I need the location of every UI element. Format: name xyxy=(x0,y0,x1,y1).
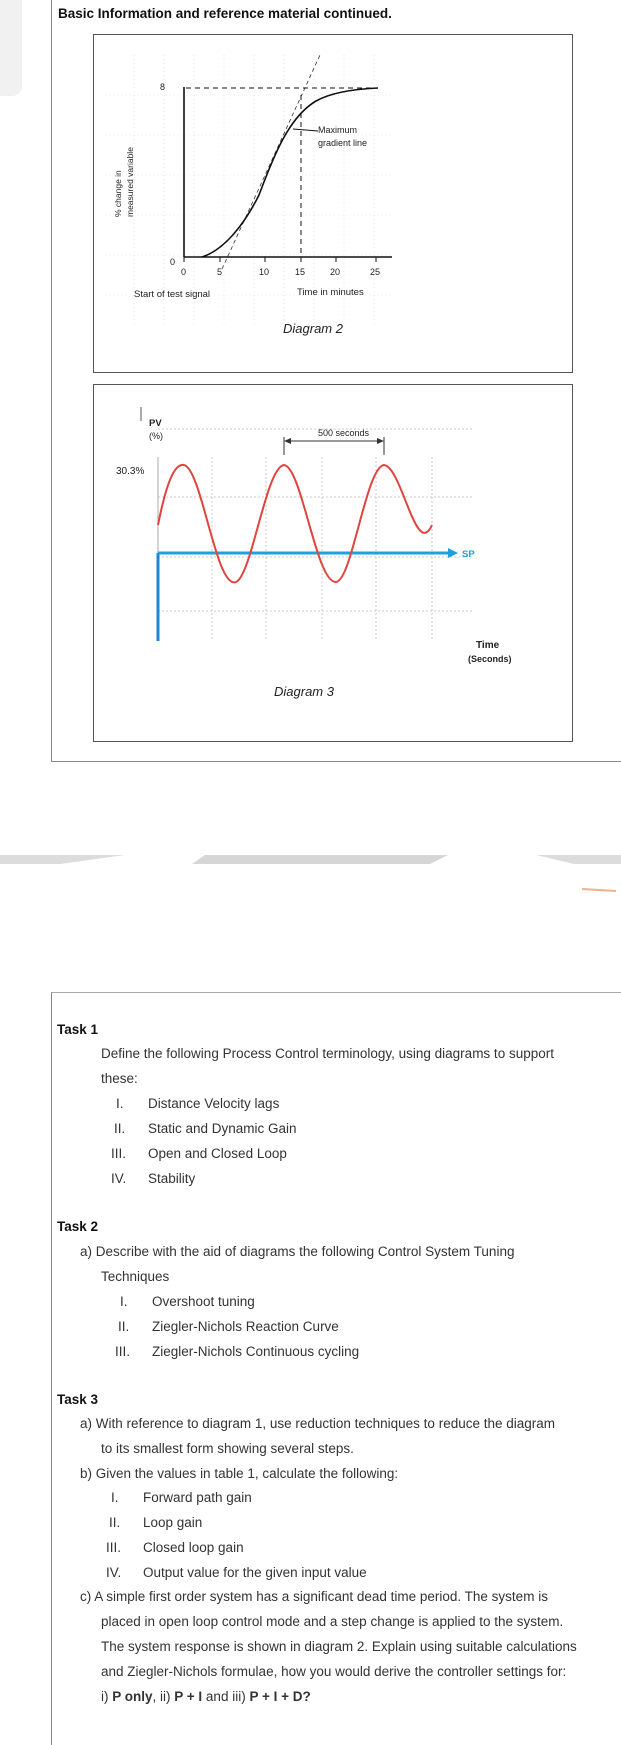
task-3-c-part-ii: , ii) xyxy=(152,1689,175,1704)
diagram-2-x-tick-25: 25 xyxy=(370,267,381,277)
document-page-bottom xyxy=(51,992,621,1745)
task-3-c-pi: P + I xyxy=(174,1689,203,1704)
diagram-2-y-label-line-1: % change in xyxy=(113,170,123,217)
diagram-3-peak-value: 30.3% xyxy=(116,466,145,477)
task-3-c-p-only: P only xyxy=(112,1689,153,1704)
task-2-title: Task 2 xyxy=(57,1219,99,1234)
task-1-item-2-num: II. xyxy=(114,1121,126,1136)
task-3-item-2-num: II. xyxy=(109,1515,121,1530)
diagram-2-caption: Diagram 2 xyxy=(283,321,343,336)
task-1-item-3-text: Open and Closed Loop xyxy=(148,1146,287,1161)
task-2-item-2-num: II. xyxy=(118,1319,130,1334)
diagram-3-period-arrow-left xyxy=(284,438,291,444)
diagram-2-y-tick-8: 8 xyxy=(160,82,166,92)
task-3-item-1-num: I. xyxy=(111,1490,119,1505)
task-3-item-3-text: Closed loop gain xyxy=(143,1540,244,1555)
diagram-2-x-tick-15: 15 xyxy=(295,267,306,277)
task-2-item-2-text: Ziegler-Nichols Reaction Curve xyxy=(152,1319,339,1334)
gap-shadow-center xyxy=(192,855,448,864)
diagram-2-x-tick-0: 0 xyxy=(181,267,187,277)
diagram-3-grid xyxy=(158,429,474,641)
page-gap xyxy=(0,762,621,992)
diagram-2-background-grid xyxy=(106,55,394,325)
task-2-item-1-text: Overshoot tuning xyxy=(152,1294,255,1309)
task-1-intro-line-2: these: xyxy=(101,1071,138,1086)
task-3-item-1-text: Forward path gain xyxy=(143,1490,252,1505)
task-3-b-line: b) Given the values in table 1, calculate the following: xyxy=(80,1466,399,1481)
left-tab-marker xyxy=(0,0,22,96)
task-3-c-line-1: c) A simple first order system has a significant dead time period. The system is xyxy=(80,1589,548,1604)
task-1-intro-line-1: Define the following Process Control terminology, using diagrams to support xyxy=(101,1046,554,1061)
task-3-c-line-5 xyxy=(101,1689,311,1704)
diagram-3-graphic xyxy=(94,385,572,741)
diagram-3-pv-unit: (%) xyxy=(149,431,163,441)
task-1-item-1-num: I. xyxy=(116,1096,124,1111)
task-1-item-4-num: IV. xyxy=(111,1171,127,1186)
diagram-2-graphic xyxy=(94,35,572,372)
task-2-a-line-1: a) Describe with the aid of diagrams the following Control System Tuning xyxy=(80,1244,515,1259)
diagram-2-response-curve xyxy=(202,88,378,257)
task-2-item-3-num: III. xyxy=(115,1344,131,1359)
gap-shadow-left xyxy=(0,855,125,864)
diagram-2-x-tick-20: 20 xyxy=(330,267,341,277)
diagram-2-max-gradient-line xyxy=(222,55,320,269)
diagram-3-caption: Diagram 3 xyxy=(274,684,334,699)
task-3-c-line-3: The system response is shown in diagram 2. Explain using suitable calculations xyxy=(101,1639,577,1654)
gap-shadow-right xyxy=(536,855,621,864)
diagram-3-sp-label: SP xyxy=(462,549,475,560)
task-3-c-part-i: i) xyxy=(101,1689,113,1704)
task-3-a-line-2: to its smallest form showing several steps. xyxy=(101,1441,354,1456)
diagram-2-annotation-line-2: gradient line xyxy=(318,138,368,148)
diagram-2-y-tick-0: 0 xyxy=(170,257,176,267)
task-1-item-4-text: Stability xyxy=(148,1171,196,1186)
task-3-item-2-text: Loop gain xyxy=(143,1515,203,1530)
diagram-3-time-label: Time xyxy=(476,640,500,651)
task-3-item-4-num: IV. xyxy=(106,1565,122,1580)
page-heading: Basic Information and reference material continued. xyxy=(58,6,392,21)
task-3-c-line-4: and Ziegler-Nichols formulae, how you would derive the controller settings for: xyxy=(101,1664,567,1679)
diagram-2-start-label: Start of test signal xyxy=(134,289,211,300)
task-3-c-line-2: placed in open loop control mode and a step change is applied to the system. xyxy=(101,1614,564,1629)
task-2-a-line-2: Techniques xyxy=(101,1269,170,1284)
diagram-3 xyxy=(93,384,573,742)
diagram-2-x-tick-5: 5 xyxy=(217,267,223,277)
diagram-3-pv-label: PV xyxy=(149,418,162,429)
diagram-2-y-label-line-2: measured variable xyxy=(125,147,135,217)
task-1-item-1-text: Distance Velocity lags xyxy=(148,1096,280,1111)
gap-mark-orange xyxy=(582,889,616,891)
task-3-item-4-text: Output value for the given input value xyxy=(143,1565,367,1580)
task-2-item-1-num: I. xyxy=(120,1294,128,1309)
task-3-item-3-num: III. xyxy=(106,1540,122,1555)
diagram-3-pv-wave xyxy=(158,465,432,583)
task-1-item-2-text: Static and Dynamic Gain xyxy=(148,1121,297,1136)
diagram-2-annotation-line-1: Maximum xyxy=(318,125,358,135)
diagram-3-period-label: 500 seconds xyxy=(318,428,370,438)
task-2-item-3-text: Ziegler-Nichols Continuous cycling xyxy=(152,1344,360,1359)
task-3-a-line-1: a) With reference to diagram 1, use reduction techniques to reduce the diagram xyxy=(80,1416,556,1431)
task-3-c-pid: P + I + D? xyxy=(249,1689,311,1704)
task-1-title: Task 1 xyxy=(57,1022,99,1037)
diagram-2-x-tick-10: 10 xyxy=(259,267,270,277)
diagram-3-setpoint-arrow xyxy=(448,548,458,558)
diagram-2-annotation-pointer xyxy=(293,129,318,131)
diagram-2-x-label: Time in minutes xyxy=(297,287,364,298)
diagram-3-period-arrow-right xyxy=(377,438,384,444)
page-gap-shadows xyxy=(0,762,621,992)
diagram-2 xyxy=(93,34,573,373)
task-3-c-part-iii: and iii) xyxy=(202,1689,250,1704)
diagram-3-time-unit: (Seconds) xyxy=(468,654,512,664)
task-3-title: Task 3 xyxy=(57,1392,99,1407)
task-1-item-3-num: III. xyxy=(111,1146,127,1161)
